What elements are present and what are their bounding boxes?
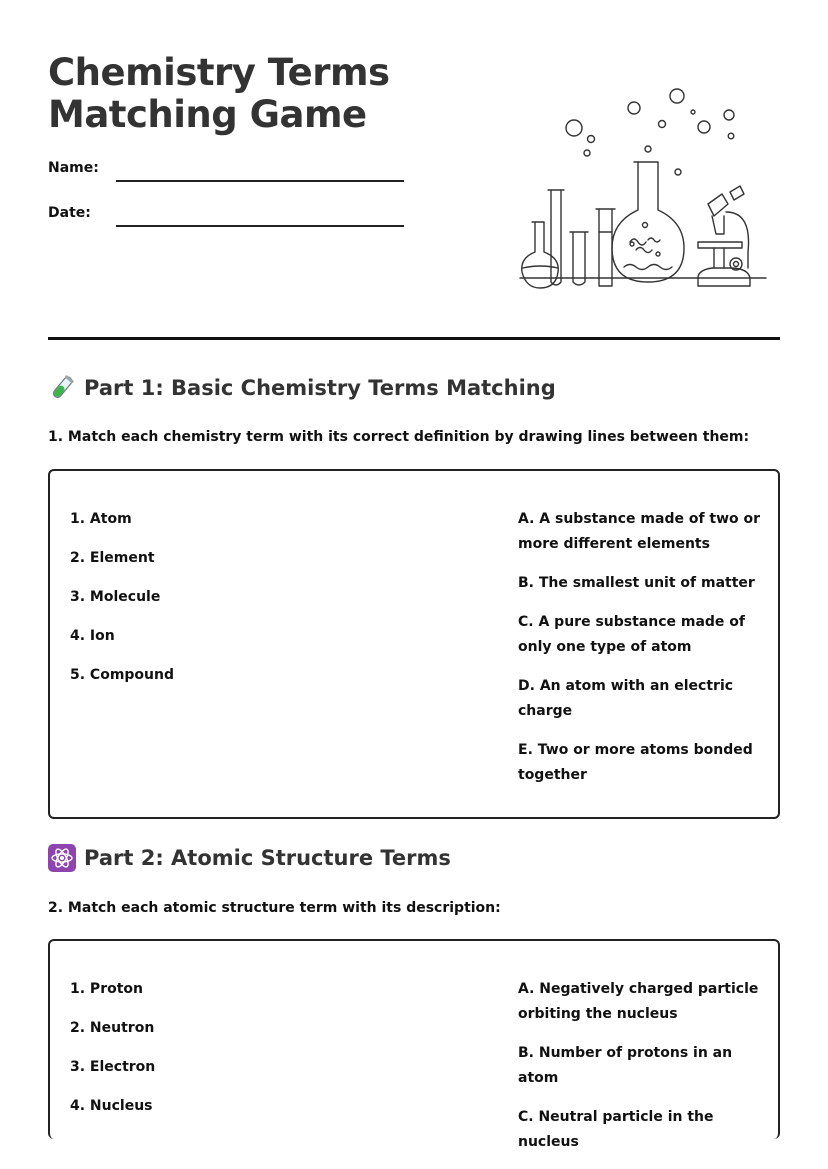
part1-terms-column xyxy=(70,507,370,702)
part1-definitions-column xyxy=(518,507,768,802)
atom-icon xyxy=(48,844,76,872)
part2-terms-column xyxy=(70,977,370,1133)
test-tube-icon xyxy=(48,374,76,402)
term-item[interactable]: 5. Compound xyxy=(70,667,175,683)
definition-item[interactable]: A. A substance made of two or more different elements xyxy=(518,511,761,552)
term-item[interactable]: 4. Nucleus xyxy=(70,1098,153,1114)
date-field xyxy=(48,205,91,221)
definition-item[interactable]: D. An atom with an electric charge xyxy=(518,678,734,719)
definition-item[interactable]: C. Neutral particle in the nucleus xyxy=(518,1109,714,1150)
term-item[interactable]: 3. Electron xyxy=(70,1059,156,1075)
definition-item[interactable]: A. Negatively charged particle orbiting the nucleus xyxy=(518,981,759,1022)
term-item[interactable]: 2. Neutron xyxy=(70,1020,155,1036)
name-field xyxy=(48,160,99,176)
title-line-2: Matching Game xyxy=(48,93,367,136)
term-item[interactable]: 2. Element xyxy=(70,550,155,566)
definition-item[interactable]: B. Number of protons in an atom xyxy=(518,1045,733,1086)
part2-instruction: 2. Match each atomic structure term with its description: xyxy=(48,900,501,916)
part1-heading-text: Part 1: Basic Chemistry Terms Matching xyxy=(84,376,556,400)
term-item[interactable]: 4. Ion xyxy=(70,628,115,644)
definition-item[interactable]: B. The smallest unit of matter xyxy=(518,575,755,591)
name-label: Name: xyxy=(48,160,99,176)
part2-definitions-column xyxy=(518,977,768,1169)
name-blank-line[interactable] xyxy=(116,180,404,182)
worksheet-title xyxy=(48,52,390,136)
term-item[interactable]: 1. Atom xyxy=(70,511,132,527)
definition-item[interactable]: E. Two or more atoms bonded together xyxy=(518,742,753,783)
part1-instruction: 1. Match each chemistry term with its correct definition by drawing lines between them: xyxy=(48,429,750,445)
definition-item[interactable]: C. A pure substance made of only one type of atom xyxy=(518,614,746,655)
part2-heading-text: Part 2: Atomic Structure Terms xyxy=(84,846,451,870)
part1-heading xyxy=(48,374,556,402)
section-divider xyxy=(48,337,780,340)
date-label: Date: xyxy=(48,205,91,221)
term-item[interactable]: 3. Molecule xyxy=(70,589,161,605)
part2-matching-box xyxy=(48,939,780,1150)
part1-matching-box xyxy=(48,469,780,819)
date-blank-line[interactable] xyxy=(116,225,404,227)
term-item[interactable]: 1. Proton xyxy=(70,981,143,997)
part2-heading xyxy=(48,844,451,872)
title-line-1: Chemistry Terms xyxy=(48,51,390,94)
lab-equipment-illustration xyxy=(512,82,774,294)
